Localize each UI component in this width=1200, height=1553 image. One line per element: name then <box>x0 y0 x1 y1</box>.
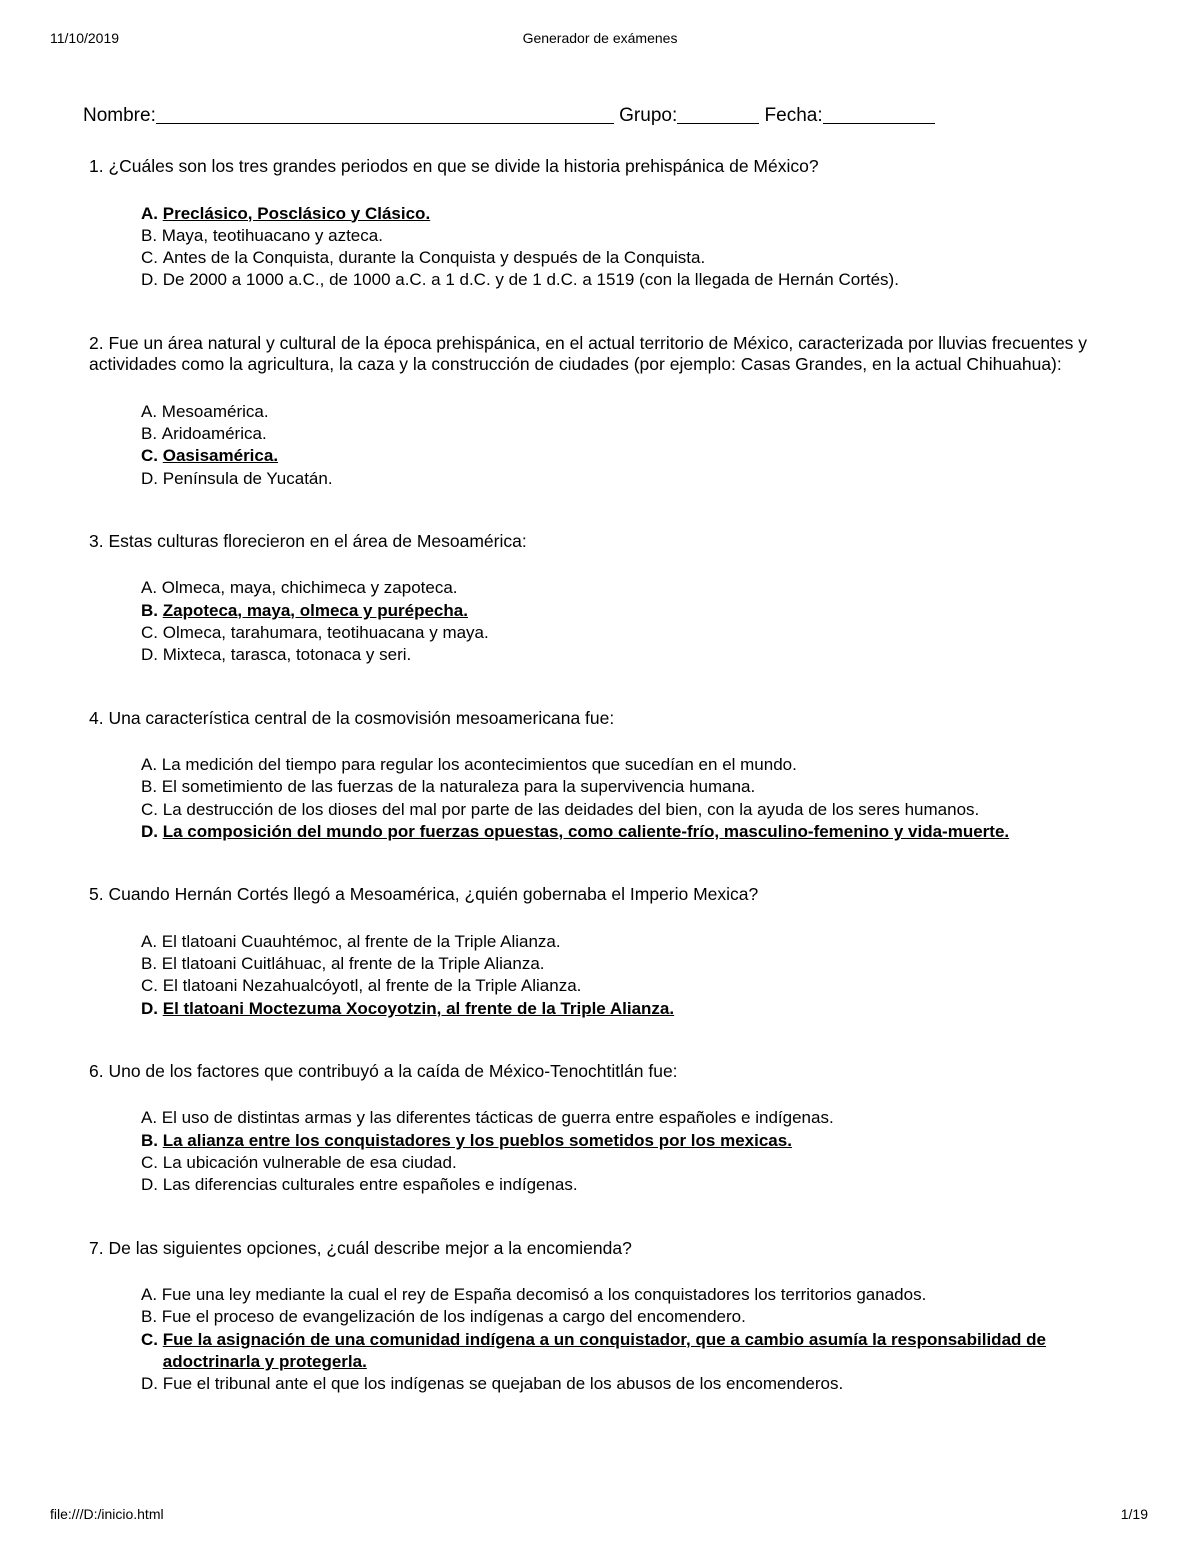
answer-option <box>141 247 1113 269</box>
answer-option-correct <box>141 203 1113 225</box>
option-text: La alianza entre los conquistadores y los pueblos sometidos por los mexicas. <box>162 1130 792 1150</box>
option-letter: B. <box>141 954 158 974</box>
answer-option <box>141 622 1113 644</box>
option-letter: C. <box>141 446 158 466</box>
print-footer <box>50 1506 1148 1526</box>
answer-option <box>141 931 1113 953</box>
answer-option-correct <box>141 1130 1113 1152</box>
option-text: La ubicación vulnerable de esa ciudad. <box>162 1153 457 1173</box>
question-3 <box>89 531 1113 708</box>
answer-option <box>141 754 1113 776</box>
question-text: 7. De las siguientes opciones, ¿cuál describe mejor a la encomienda? <box>89 1237 632 1258</box>
question-5 <box>89 884 1113 1061</box>
question-2 <box>89 333 1113 531</box>
option-letter: D. <box>141 270 158 290</box>
group-label: Grupo: <box>619 105 678 126</box>
answer-option <box>141 1152 1113 1174</box>
answer-option-correct <box>141 1329 1113 1374</box>
answer-option <box>141 577 1113 599</box>
option-letter: D. <box>141 1374 158 1394</box>
answer-option <box>141 1373 1113 1395</box>
option-letter: A. <box>141 931 158 951</box>
option-text: Preclásico, Posclásico y Clásico. <box>162 203 431 223</box>
option-letter: D. <box>141 1175 158 1195</box>
option-letter: A. <box>141 1285 158 1305</box>
option-text: La medición del tiempo para regular los acontecimientos que sucedían en el mundo. <box>161 755 797 775</box>
page-number: 1/19 <box>1120 1506 1148 1522</box>
option-letter: C. <box>141 1329 158 1349</box>
question-6 <box>89 1061 1113 1238</box>
answer-option <box>141 401 1113 423</box>
answer-options <box>141 577 1113 666</box>
question-text: 4. Una característica central de la cosmovisión mesoamericana fue: <box>89 707 615 728</box>
option-letter: B. <box>141 600 158 620</box>
answer-option-correct <box>141 445 1113 467</box>
answer-option <box>141 799 1113 821</box>
option-letter: D. <box>141 821 158 841</box>
option-letter: B. <box>141 1130 158 1150</box>
question-text: 3. Estas culturas florecieron en el área de Mesoamérica: <box>89 530 527 551</box>
answer-option <box>141 1174 1113 1196</box>
option-text: Olmeca, maya, chichimeca y zapoteca. <box>161 578 458 598</box>
date-blank <box>823 104 935 124</box>
answer-options <box>141 754 1113 843</box>
option-text: Fue la asignación de una comunidad indígena a un conquistador, que a cambio asumía la responsabilidad de adoctrinarla y protegerla. <box>162 1329 1046 1372</box>
option-text: De 2000 a 1000 a.C., de 1000 a.C. a 1 d.C. y de 1 d.C. a 1519 (con la llegada de Hernán Cortés). <box>162 270 899 290</box>
option-letter: C. <box>141 248 158 268</box>
option-text: Fue el proceso de evangelización de los indígenas a cargo del encomendero. <box>161 1307 746 1327</box>
question-text: 1. ¿Cuáles son los tres grandes periodos en que se divide la historia prehispánica de México? <box>89 156 819 176</box>
option-text: La destrucción de los dioses del mal por parte de las deidades del bien, con la ayuda de los seres humanos. <box>162 799 980 819</box>
answer-option <box>141 468 1113 490</box>
question-list <box>83 156 1113 1396</box>
answer-option-correct <box>141 998 1113 1020</box>
answer-option <box>141 644 1113 666</box>
answer-option <box>141 776 1113 798</box>
option-text: Fue el tribunal ante el que los indígenas se quejaban de los abusos de los encomenderos. <box>162 1374 844 1394</box>
option-text: Antes de la Conquista, durante la Conquista y después de la Conquista. <box>162 248 706 268</box>
option-text: La composición del mundo por fuerzas opuestas, como caliente-frío, masculino-femenino y vida-muerte. <box>162 821 1010 841</box>
option-letter: D. <box>141 998 158 1018</box>
option-letter: A. <box>141 755 158 775</box>
answer-option <box>141 953 1113 975</box>
option-text: Olmeca, tarahumara, teotihuacana y maya. <box>162 622 489 642</box>
option-letter: B. <box>141 225 158 245</box>
group-blank <box>677 104 759 124</box>
question-4 <box>89 708 1113 885</box>
answer-option <box>141 1107 1113 1129</box>
option-text: El uso de distintas armas y las diferentes tácticas de guerra entre españoles e indígenas. <box>161 1108 834 1128</box>
option-letter: C. <box>141 976 158 996</box>
option-letter: C. <box>141 622 158 642</box>
option-letter: D. <box>141 645 158 665</box>
option-letter: B. <box>141 777 158 797</box>
answer-option <box>141 225 1113 247</box>
option-text: El sometimiento de las fuerzas de la naturaleza para la supervivencia humana. <box>161 777 756 797</box>
answer-option <box>141 975 1113 997</box>
answer-options <box>141 203 1113 292</box>
question-text: 5. Cuando Hernán Cortés llegó a Mesoamérica, ¿quién gobernaba el Imperio Mexica? <box>89 884 759 905</box>
answer-options <box>141 931 1113 1020</box>
answer-options <box>141 1284 1113 1395</box>
option-text: Las diferencias culturales entre españoles e indígenas. <box>162 1175 578 1195</box>
option-text: Zapoteca, maya, olmeca y purépecha. <box>162 600 468 620</box>
option-text: Oasisamérica. <box>162 446 279 466</box>
option-text: El tlatoani Cuitláhuac, al frente de la Triple Alianza. <box>161 954 545 974</box>
answer-option <box>141 1306 1113 1328</box>
answer-option <box>141 269 1113 291</box>
answer-options <box>141 401 1113 490</box>
question-text: 2. Fue un área natural y cultural de la época prehispánica, en el actual territorio de México, caracterizada por lluvias frecuentes y actividades como la agricultura, la caza y la construcción de ciudades (por ejemplo: Casas Grandes, en la actual Chihuahua): <box>89 332 1088 375</box>
option-letter: D. <box>141 468 158 488</box>
question-1 <box>89 156 1113 333</box>
question-text: 6. Uno de los factores que contribuyó a la caída de México-Tenochtitlán fue: <box>89 1060 678 1081</box>
print-header <box>50 30 1150 50</box>
date-label: Fecha: <box>764 105 823 126</box>
print-date: 11/10/2019 <box>50 30 120 46</box>
option-text: El tlatoani Moctezuma Xocoyotzin, al frente de la Triple Alianza. <box>162 998 675 1018</box>
option-text: El tlatoani Nezahualcóyotl, al frente de la Triple Alianza. <box>162 976 582 996</box>
page-title: Generador de exámenes <box>522 30 678 46</box>
answer-option <box>141 423 1113 445</box>
option-text: Mixteca, tarasca, totonaca y seri. <box>162 645 412 665</box>
answer-option-correct <box>141 600 1113 622</box>
option-letter: C. <box>141 1153 158 1173</box>
option-letter: A. <box>141 203 158 223</box>
answer-option <box>141 1284 1113 1306</box>
option-letter: C. <box>141 799 158 819</box>
option-text: Fue una ley mediante la cual el rey de España decomisó a los conquistadores los territorios ganados. <box>161 1285 927 1305</box>
option-letter: A. <box>141 401 158 421</box>
exam-content <box>83 103 1113 1396</box>
option-text: Maya, teotihuacano y azteca. <box>161 225 383 245</box>
option-letter: A. <box>141 1108 158 1128</box>
file-url: file:///D:/inicio.html <box>50 1506 164 1522</box>
option-letter: B. <box>141 423 158 443</box>
answer-options <box>141 1107 1113 1196</box>
name-label: Nombre: <box>83 105 156 126</box>
name-blank <box>156 104 614 124</box>
option-text: Aridoamérica. <box>161 423 267 443</box>
option-text: El tlatoani Cuauhtémoc, al frente de la Triple Alianza. <box>161 931 561 951</box>
option-letter: B. <box>141 1307 158 1327</box>
option-text: Península de Yucatán. <box>162 468 333 488</box>
student-info-line <box>83 103 1113 129</box>
question-7 <box>89 1238 1113 1396</box>
option-text: Mesoamérica. <box>161 401 269 421</box>
answer-option-correct <box>141 821 1113 843</box>
option-letter: A. <box>141 578 158 598</box>
